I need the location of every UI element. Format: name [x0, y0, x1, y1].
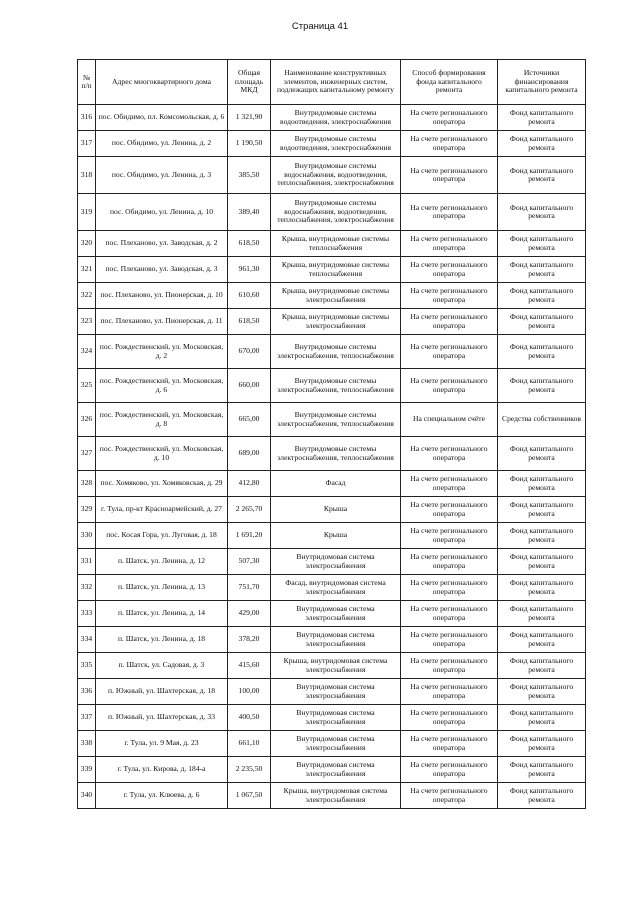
cell-elements: Крыша: [271, 523, 401, 549]
cell-area: 610,60: [228, 283, 271, 309]
cell-area: 689,00: [228, 437, 271, 471]
table-row: [78, 369, 586, 403]
cell-area: 660,00: [228, 369, 271, 403]
table-row: [78, 497, 586, 523]
table-row: [78, 549, 586, 575]
cell-num: 328: [78, 471, 96, 497]
cell-method: На счете регионального оператора: [401, 194, 498, 231]
table-row: [78, 403, 586, 437]
cell-method: На счете регионального оператора: [401, 601, 498, 627]
table-header-row: [78, 60, 586, 105]
cell-source: Фонд капитального ремонта: [498, 131, 586, 157]
page-title: Страница 41: [291, 21, 349, 32]
cell-source: Фонд капитального ремонта: [498, 105, 586, 131]
cell-method: На счете регионального оператора: [401, 437, 498, 471]
cell-source: Фонд капитального ремонта: [498, 757, 586, 783]
cell-area: 400,50: [228, 705, 271, 731]
cell-elements: Крыша, внутридомовая система электроснабжения: [271, 653, 401, 679]
cell-method: На счете регионального оператора: [401, 705, 498, 731]
cell-num: 317: [78, 131, 96, 157]
cell-area: 429,00: [228, 601, 271, 627]
cell-method: На счете регионального оператора: [401, 627, 498, 653]
cell-method: На счете регионального оператора: [401, 523, 498, 549]
cell-source: Фонд капитального ремонта: [498, 549, 586, 575]
header-elements: Наименование конструктивных элементов, инженерных систем, подлежащих капитальному ремонту: [271, 60, 401, 105]
table-row: [78, 705, 586, 731]
cell-elements: Внутридомовые системы водоснабжения, водоотведения, теплоснабжения, электроснабжения: [271, 194, 401, 231]
cell-method: На счете регионального оператора: [401, 335, 498, 369]
cell-address: пос. Обидимо, ул. Ленина, д. 10: [96, 194, 228, 231]
cell-address: п. Шатск, ул. Ленина, д. 12: [96, 549, 228, 575]
cell-address: п. Шатск, ул. Садовая, д. 3: [96, 653, 228, 679]
cell-num: 322: [78, 283, 96, 309]
cell-method: На счете регионального оператора: [401, 497, 498, 523]
cell-area: 751,70: [228, 575, 271, 601]
table-row: [78, 679, 586, 705]
table-row: [78, 575, 586, 601]
cell-source: Фонд капитального ремонта: [498, 471, 586, 497]
cell-num: 323: [78, 309, 96, 335]
cell-num: 332: [78, 575, 96, 601]
cell-source: Средства собственников: [498, 403, 586, 437]
cell-area: 415,60: [228, 653, 271, 679]
cell-method: На счете регионального оператора: [401, 549, 498, 575]
header-address: Адрес многоквартирного дома: [96, 60, 228, 105]
table-row: [78, 131, 586, 157]
cell-num: 318: [78, 157, 96, 194]
cell-source: Фонд капитального ремонта: [498, 231, 586, 257]
cell-source: Фонд капитального ремонта: [498, 523, 586, 549]
cell-source: Фонд капитального ремонта: [498, 575, 586, 601]
cell-num: 339: [78, 757, 96, 783]
cell-num: 336: [78, 679, 96, 705]
cell-num: 326: [78, 403, 96, 437]
cell-area: 665,00: [228, 403, 271, 437]
cell-elements: Внутридомовая система электроснабжения: [271, 705, 401, 731]
cell-method: На счете регионального оператора: [401, 131, 498, 157]
table-row: [78, 757, 586, 783]
cell-elements: Внутридомовые системы электроснабжения, теплоснабжения: [271, 437, 401, 471]
cell-elements: Крыша: [271, 497, 401, 523]
table-row: [78, 257, 586, 283]
cell-area: 378,20: [228, 627, 271, 653]
cell-source: Фонд капитального ремонта: [498, 157, 586, 194]
cell-area: 670,00: [228, 335, 271, 369]
table-row: [78, 627, 586, 653]
cell-num: 340: [78, 783, 96, 809]
repair-table: [77, 59, 586, 809]
table-row: [78, 731, 586, 757]
cell-area: 961,30: [228, 257, 271, 283]
cell-method: На специальном счёте: [401, 403, 498, 437]
table-row: [78, 194, 586, 231]
table-row: [78, 283, 586, 309]
cell-source: Фонд капитального ремонта: [498, 627, 586, 653]
cell-num: 338: [78, 731, 96, 757]
cell-source: Фонд капитального ремонта: [498, 783, 586, 809]
cell-elements: Фасад, внутридомовая система электроснабжения: [271, 575, 401, 601]
cell-address: г. Тула, пр-кт Красноармейский, д. 27: [96, 497, 228, 523]
cell-address: пос. Рождественский, ул. Московская, д. 6: [96, 369, 228, 403]
cell-area: 2 265,70: [228, 497, 271, 523]
cell-area: 507,30: [228, 549, 271, 575]
cell-elements: Крыша, внутридомовые системы электроснабжения: [271, 309, 401, 335]
cell-num: 316: [78, 105, 96, 131]
cell-elements: Внутридомовые системы водоотведения, электроснабжения: [271, 131, 401, 157]
table-row: [78, 335, 586, 369]
table-row: [78, 437, 586, 471]
header-area: Общая площадь МКД: [228, 60, 271, 105]
cell-elements: Крыша, внутридомовые системы теплоснабжения: [271, 257, 401, 283]
cell-method: На счете регионального оператора: [401, 757, 498, 783]
table-row: [78, 105, 586, 131]
cell-area: 389,40: [228, 194, 271, 231]
table-row: [78, 601, 586, 627]
cell-area: 618,50: [228, 309, 271, 335]
cell-source: Фонд капитального ремонта: [498, 309, 586, 335]
cell-address: п. Шатск, ул. Ленина, д. 13: [96, 575, 228, 601]
cell-num: 324: [78, 335, 96, 369]
cell-source: Фонд капитального ремонта: [498, 369, 586, 403]
cell-address: пос. Плеханово, ул. Заводская, д. 3: [96, 257, 228, 283]
cell-area: 412,80: [228, 471, 271, 497]
cell-address: п. Шатск, ул. Ленина, д. 18: [96, 627, 228, 653]
cell-address: пос. Хомяково, ул. Хомяковская, д. 29: [96, 471, 228, 497]
cell-elements: Внутридомовые системы водоснабжения, водоотведения, теплоснабжения, электроснабжения: [271, 157, 401, 194]
cell-source: Фонд капитального ремонта: [498, 705, 586, 731]
cell-num: 319: [78, 194, 96, 231]
cell-area: 618,50: [228, 231, 271, 257]
cell-address: п. Шатск, ул. Ленина, д. 14: [96, 601, 228, 627]
cell-num: 329: [78, 497, 96, 523]
cell-method: На счете регионального оператора: [401, 105, 498, 131]
cell-source: Фонд капитального ремонта: [498, 497, 586, 523]
table-body: [78, 105, 586, 809]
cell-elements: Крыша, внутридомовые системы электроснабжения: [271, 283, 401, 309]
cell-elements: Внутридомовая система электроснабжения: [271, 627, 401, 653]
cell-method: На счете регионального оператора: [401, 471, 498, 497]
cell-method: На счете регионального оператора: [401, 309, 498, 335]
cell-num: 321: [78, 257, 96, 283]
cell-method: На счете регионального оператора: [401, 257, 498, 283]
cell-address: пос. Рождественский, ул. Московская, д. 8: [96, 403, 228, 437]
cell-num: 330: [78, 523, 96, 549]
table-row: [78, 523, 586, 549]
cell-method: На счете регионального оператора: [401, 679, 498, 705]
cell-elements: Фасад: [271, 471, 401, 497]
cell-num: 320: [78, 231, 96, 257]
cell-source: Фонд капитального ремонта: [498, 437, 586, 471]
table-row: [78, 231, 586, 257]
cell-elements: Внутридомовая система электроснабжения: [271, 679, 401, 705]
cell-address: г. Тула, ул. 9 Мая, д. 23: [96, 731, 228, 757]
cell-source: Фонд капитального ремонта: [498, 335, 586, 369]
cell-num: 337: [78, 705, 96, 731]
cell-source: Фонд капитального ремонта: [498, 257, 586, 283]
cell-address: пос. Обидимо, ул. Ленина, д. 2: [96, 131, 228, 157]
cell-method: На счете регионального оператора: [401, 283, 498, 309]
table-row: [78, 653, 586, 679]
cell-elements: Внутридомовые системы электроснабжения, теплоснабжения: [271, 403, 401, 437]
cell-area: 661,10: [228, 731, 271, 757]
cell-num: 334: [78, 627, 96, 653]
cell-source: Фонд капитального ремонта: [498, 601, 586, 627]
cell-elements: Внутридомовые системы водоотведения, электроснабжения: [271, 105, 401, 131]
cell-address: пос. Косая Гора, ул. Луговая, д. 18: [96, 523, 228, 549]
cell-address: пос. Обидимо, пл. Комсомольская, д. 6: [96, 105, 228, 131]
cell-source: Фонд капитального ремонта: [498, 679, 586, 705]
cell-method: На счете регионального оператора: [401, 783, 498, 809]
cell-elements: Внутридомовые системы электроснабжения, теплоснабжения: [271, 335, 401, 369]
cell-area: 1 691,20: [228, 523, 271, 549]
cell-area: 385,50: [228, 157, 271, 194]
cell-address: г. Тула, ул. Кирова, д. 184-а: [96, 757, 228, 783]
cell-method: На счете регионального оператора: [401, 731, 498, 757]
cell-address: п. Южный, ул. Шахтерская, д. 18: [96, 679, 228, 705]
cell-elements: Внутридомовая система электроснабжения: [271, 757, 401, 783]
cell-address: пос. Рождественский, ул. Московская, д. 2: [96, 335, 228, 369]
cell-num: 325: [78, 369, 96, 403]
cell-method: На счете регионального оператора: [401, 653, 498, 679]
cell-elements: Крыша, внутридомовая система электроснабжения: [271, 783, 401, 809]
cell-num: 327: [78, 437, 96, 471]
cell-num: 333: [78, 601, 96, 627]
cell-source: Фонд капитального ремонта: [498, 283, 586, 309]
table-row: [78, 471, 586, 497]
cell-num: 331: [78, 549, 96, 575]
table-row: [78, 309, 586, 335]
cell-area: 2 235,50: [228, 757, 271, 783]
cell-source: Фонд капитального ремонта: [498, 194, 586, 231]
cell-area: 1 321,90: [228, 105, 271, 131]
cell-address: пос. Плеханово, ул. Пионерская, д. 11: [96, 309, 228, 335]
cell-elements: Внутридомовая система электроснабжения: [271, 601, 401, 627]
cell-source: Фонд капитального ремонта: [498, 731, 586, 757]
cell-address: г. Тула, ул. Клюева, д. 6: [96, 783, 228, 809]
table-row: [78, 157, 586, 194]
cell-method: На счете регионального оператора: [401, 231, 498, 257]
cell-area: 1 190,50: [228, 131, 271, 157]
header-method: Способ формирования фонда капитального ремонта: [401, 60, 498, 105]
cell-area: 1 067,50: [228, 783, 271, 809]
cell-elements: Крыша, внутридомовые системы теплоснабжения: [271, 231, 401, 257]
cell-method: На счете регионального оператора: [401, 157, 498, 194]
header-num: № п/п: [78, 60, 96, 105]
cell-source: Фонд капитального ремонта: [498, 653, 586, 679]
header-sources: Источники финансирования капитального ремонта: [498, 60, 586, 105]
table-row: [78, 783, 586, 809]
cell-address: пос. Плеханово, ул. Заводская, д. 2: [96, 231, 228, 257]
cell-method: На счете регионального оператора: [401, 575, 498, 601]
cell-address: п. Южный, ул. Шахтерская, д. 33: [96, 705, 228, 731]
cell-address: пос. Обидимо, ул. Ленина, д. 3: [96, 157, 228, 194]
cell-num: 335: [78, 653, 96, 679]
cell-elements: Внутридомовые системы электроснабжения, теплоснабжения: [271, 369, 401, 403]
cell-address: пос. Рождественский, ул. Московская, д. 10: [96, 437, 228, 471]
cell-elements: Внутридомовая система электроснабжения: [271, 731, 401, 757]
cell-area: 100,00: [228, 679, 271, 705]
cell-elements: Внутридомовая система электроснабжения: [271, 549, 401, 575]
cell-address: пос. Плеханово, ул. Пионерская, д. 10: [96, 283, 228, 309]
cell-method: На счете регионального оператора: [401, 369, 498, 403]
